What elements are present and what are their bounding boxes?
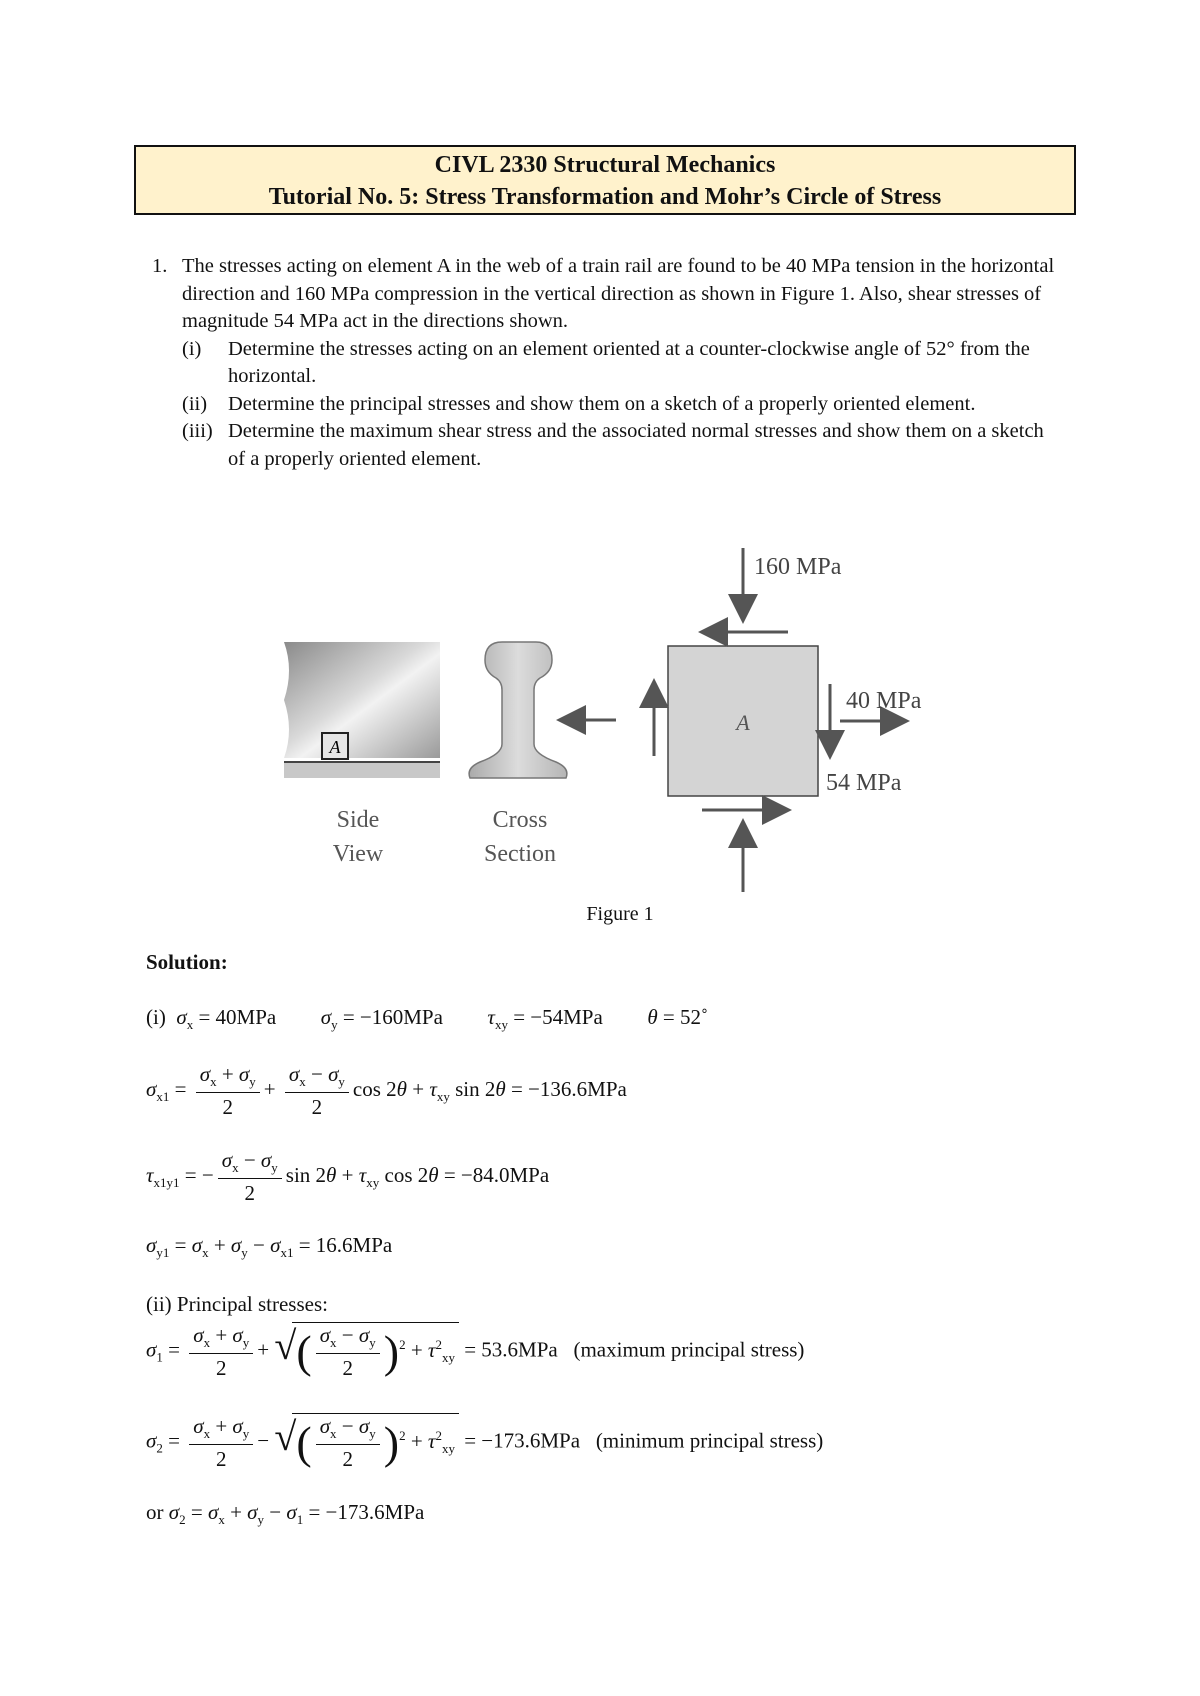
sigma-1-note: (maximum principal stress) [573,1337,805,1362]
question-part-i [182,336,1062,391]
element-label: A [736,710,750,735]
theta-value: = 52˚ [662,1005,708,1029]
alt-prefix: or [146,1500,164,1524]
equation-sigma-y1: $\sigma_{y1} = \sigma_x + \sigma_y - \sigma_{x1} = 16.6MPa$ [146,1233,393,1261]
side-view-element-label: A [329,737,341,757]
equation-sigma-1: $\sigma_1$ = $\frac{\sigma_x + \sigma_y}{2}$ + √ ( $\frac{\sigma_x - \sigma_y}{2}$ )$^2 + \tau^2_{xy} = 53.6MPa$ (maximum principal stress) [146,1322,805,1381]
cross-section-label-1: Cross [492,807,548,833]
equation-sigma-2: $\sigma_2$ = $\frac{\sigma_x + \sigma_y}{2}$ − √ ( $\frac{\sigma_x - \sigma_y}{2}$ )$^2 + \tau^2_{xy} = -173.6MPa$ (minimum principal stress) [146,1413,824,1472]
side-view-drawing [284,642,440,778]
side-view-label-2: View [332,841,384,867]
question-1 [152,253,1062,473]
part-text: Determine the stresses acting on an element oriented at a counter-clockwise angle of 52° from the horizontal. [228,337,1030,387]
sigma-x1-result: = −136.6MPa [510,1076,627,1101]
tutorial-title: Tutorial No. 5: Stress Transformation and Mohr’s Circle of Stress [268,184,942,210]
sigma-2-note: (minimum principal stress) [595,1428,824,1453]
cross-section-drawing [469,642,567,778]
label-160-mpa: 160 MPa [754,554,842,580]
course-title: CIVL 2330 Structural Mechanics [434,152,776,178]
part-label: (ii) [182,392,208,415]
part-label: (i) [182,337,202,360]
part-label: (iii) [182,420,213,442]
tau-x1y1-result: = −84.0MPa [443,1162,550,1187]
label-54-mpa: 54 MPa [826,770,902,796]
part-text: Determine the principal stresses and show them on a sketch of a properly oriented element. [228,392,976,415]
question-number: 1. [152,255,168,277]
title-box [134,145,1076,215]
part-i-label: (i) [146,1005,166,1029]
equation-tau-x1y1: $\tau_{x1y1}$ = − $\frac{\sigma_x - \sigma_y}{2}$ $\sin 2\theta + \tau_{xy}$ cos 2θ = −84.0MPa [146,1148,550,1206]
question-text: The stresses acting on element A in the web of a train rail are found to be 40 MPa tension in the horizontal direction and 160 MPa compression in the vertical direction as shown in Figure 1. Also, shear stresses of magnitude 54 MPa act in the directions shown. [182,255,1055,332]
question-part-ii [182,391,1062,419]
part-ii-heading: (ii) Principal stresses: [146,1292,328,1316]
equation-sigma-2-alt: or $\sigma_2 = \sigma_x + \sigma_y - \sigma_1 = -173.6MPa$ [146,1500,425,1528]
figure-1 [270,540,950,900]
cross-section-label-2: Section [484,841,556,867]
given-values: (i) $\sigma_x = 40MPa$ $\sigma_y = -160MPa$ $\tau_{xy} = -54MPa$ θ = 52˚ [146,1005,708,1033]
sigma-2-result: = −173.6MPa [464,1428,581,1453]
part-text: Determine the maximum shear stress and the associated normal stresses and show them on a sketch of a properly oriented element. [228,420,1044,470]
sigma-y1-result: = 16.6MPa [298,1233,393,1257]
question-part-iii [182,418,1062,473]
side-view-label-1: Side [336,807,380,833]
sigma-2-alt-result: = −173.6MPa [308,1500,425,1524]
sigma-1-result: = 53.6MPa [464,1337,558,1362]
solution-heading: Solution: [146,950,228,974]
label-40-mpa: 40 MPa [846,688,922,714]
sigma-x-value: = 40MPa [198,1005,277,1029]
sigma-y-value: = −160MPa [342,1005,443,1029]
figure-caption: Figure 1 [586,903,654,925]
tau-xy-value: = −54MPa [513,1005,603,1029]
equation-sigma-x1: $\sigma_{x1}$ = $\frac{\sigma_x + \sigma_y}{2}$ + $\frac{\sigma_x - \sigma_y}{2}$ $\cos 2\theta + \tau_{xy}$ sin 2θ = −136.6MPa [146,1062,627,1120]
